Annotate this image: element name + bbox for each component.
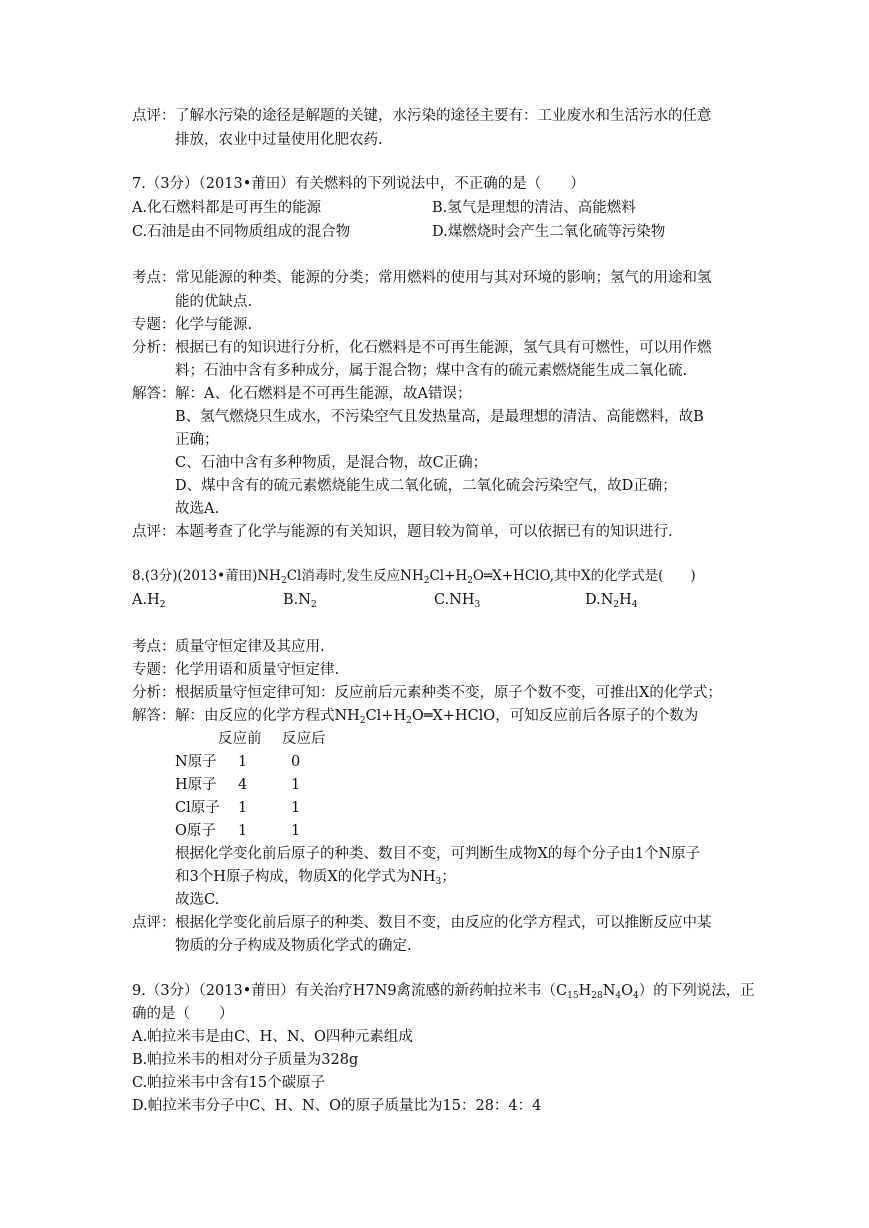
q7-fenxi-line1: 根据已有的知识进行分析，化石燃料是不可再生能源，氢气具有可燃性，可以用作燃 <box>175 340 712 356</box>
q7-option-b: B.氢气是理想的清洁、高能燃料 <box>432 200 636 216</box>
q8-fenxi-label: 分析： <box>132 685 176 701</box>
q8-kaodian: 质量守恒定律及其应用. <box>175 639 325 655</box>
q8-option-a: $A.H_2$ <box>132 592 166 610</box>
table-row-atom: N原子 <box>175 754 217 770</box>
q7-jieda-line1: 解：A、化石燃料是不可再生能源，故A错误； <box>175 386 472 402</box>
q8-zhuanti-label: 专题： <box>132 662 176 678</box>
q7-fenxi-line2: 料；石油中含有多种成分，属于混合物；煤中含有的硫元素燃烧能生成二氧化硫. <box>175 363 688 379</box>
q7-jieda-line3: 正确； <box>175 432 219 448</box>
q6-comment-line1: 了解水污染的途径是解题的关键，水污染的途径主要有：工业废水和生活污水的任意 <box>175 108 712 124</box>
q8-jieda-line2: 根据化学变化前后原子的种类、数目不变，可判断生成物X的每个分子由1个N原子 <box>175 846 701 862</box>
q7-kaodian-line2: 能的优缺点. <box>175 294 253 310</box>
table-row-atom: Cl原子 <box>175 800 220 816</box>
table-row-before: 1 <box>238 754 248 770</box>
q7-option-d: D.煤燃烧时会产生二氧化硫等污染物 <box>432 224 666 240</box>
q7-zhuanti: 化学与能源. <box>175 317 253 333</box>
table-header-after: 反应后 <box>282 731 326 747</box>
q8-jieda-line3: 和3个H原子构成，物质X的化学式为$NH_3$； <box>175 869 456 887</box>
q9-stem: 9.（3分）（2013•莆田）有关治疗H7N9禽流感的新药帕拉米韦$(C_{15}H_{28}N_4O_4)$的下列说法，正 <box>132 983 755 1001</box>
table-row-after: 1 <box>291 823 301 839</box>
q8-kaodian-label: 考点： <box>132 639 176 655</box>
q8-jieda-line1: 解：由反应的化学方程式$NH_2Cl+H_2O═X+HClO$，可知反应前后各原子的个数为 <box>175 708 699 726</box>
q7-option-c: C.石油是由不同物质组成的混合物 <box>132 224 351 240</box>
q8-jieda-label: 解答： <box>132 708 176 724</box>
table-header-before: 反应前 <box>218 731 262 747</box>
q8-dianping-line2: 物质的分子构成及物质化学式的确定. <box>175 938 412 954</box>
q8-option-c: $C.NH_3$ <box>434 592 481 610</box>
q7-jieda-line5: D、煤中含有的硫元素燃烧能生成二氧化硫，二氧化硫会污染空气，故D正确； <box>175 478 677 494</box>
q7-jieda-line2: B、氢气燃烧只生成水，不污染空气且发热量高，是最理想的清洁、高能燃料，故B <box>175 409 704 425</box>
q7-dianping-label: 点评： <box>132 524 176 540</box>
q9-option-c: C.帕拉米韦中含有15个碳原子 <box>132 1075 326 1091</box>
q8-zhuanti: 化学用语和质量守恒定律. <box>175 662 340 678</box>
q7-kaodian-line1: 常见能源的种类、能源的分类；常用燃料的使用与其对环境的影响；氢气的用途和氢 <box>175 270 712 286</box>
table-row-atom: H原子 <box>175 777 217 793</box>
table-row-before: 1 <box>238 800 248 816</box>
table-row-after: 1 <box>291 777 301 793</box>
q6-comment-line2: 排放，农业中过量使用化肥农药. <box>175 132 383 148</box>
q8-jieda-line4: 故选C. <box>175 892 220 908</box>
q7-jieda-line4: C、石油中含有多种物质，是混合物，故C正确； <box>175 455 488 471</box>
q9-option-d: D.帕拉米韦分子中C、H、N、O的原子质量比为15：28：4：4 <box>132 1098 542 1114</box>
q8-dianping-line1: 根据化学变化前后原子的种类、数目不变，由反应的化学方程式，可以推断反应中某 <box>175 915 712 931</box>
q7-zhuanti-label: 专题： <box>132 317 176 333</box>
q9-option-a: A.帕拉米韦是由C、H、N、O四种元素组成 <box>132 1029 413 1045</box>
q8-stem: 8.(3分)(2013•莆田)$NH_2Cl$消毒时,发生反应$NH_2Cl+H_2O═X+HClO$,其中X的化学式是( ) <box>132 568 696 586</box>
q7-kaodian-label: 考点： <box>132 270 176 286</box>
table-row-before: 4 <box>238 777 248 793</box>
q7-jieda-label: 解答： <box>132 386 176 402</box>
q8-dianping-label: 点评： <box>132 915 176 931</box>
q7-dianping: 本题考查了化学与能源的有关知识，题目较为简单，可以依据已有的知识进行. <box>175 524 673 540</box>
q7-fenxi-label: 分析： <box>132 340 176 356</box>
q8-option-b: $B.N_2$ <box>283 592 317 610</box>
q8-option-d: $D.N_2H_4$ <box>585 592 638 610</box>
table-row-before: 1 <box>238 823 248 839</box>
q6-comment-label: 点评： <box>132 108 176 124</box>
q7-stem: 7.（3分）（2013•莆田）有关燃料的下列说法中，不正确的是（ ） <box>132 176 585 192</box>
q9-option-b: B.帕拉米韦的相对分子质量为328g <box>132 1052 359 1068</box>
table-row-after: 1 <box>291 800 301 816</box>
table-row-atom: O原子 <box>175 823 216 839</box>
table-row-after: 0 <box>291 754 301 770</box>
q8-fenxi: 根据质量守恒定律可知：反应前后元素种类不变，原子个数不变，可推出X的化学式； <box>175 685 722 701</box>
q7-option-a: A.化石燃料都是可再生的能源 <box>132 200 322 216</box>
q7-jieda-line6: 故选A. <box>175 501 220 517</box>
q9-stem-line2: 确的是（ ） <box>132 1006 234 1022</box>
